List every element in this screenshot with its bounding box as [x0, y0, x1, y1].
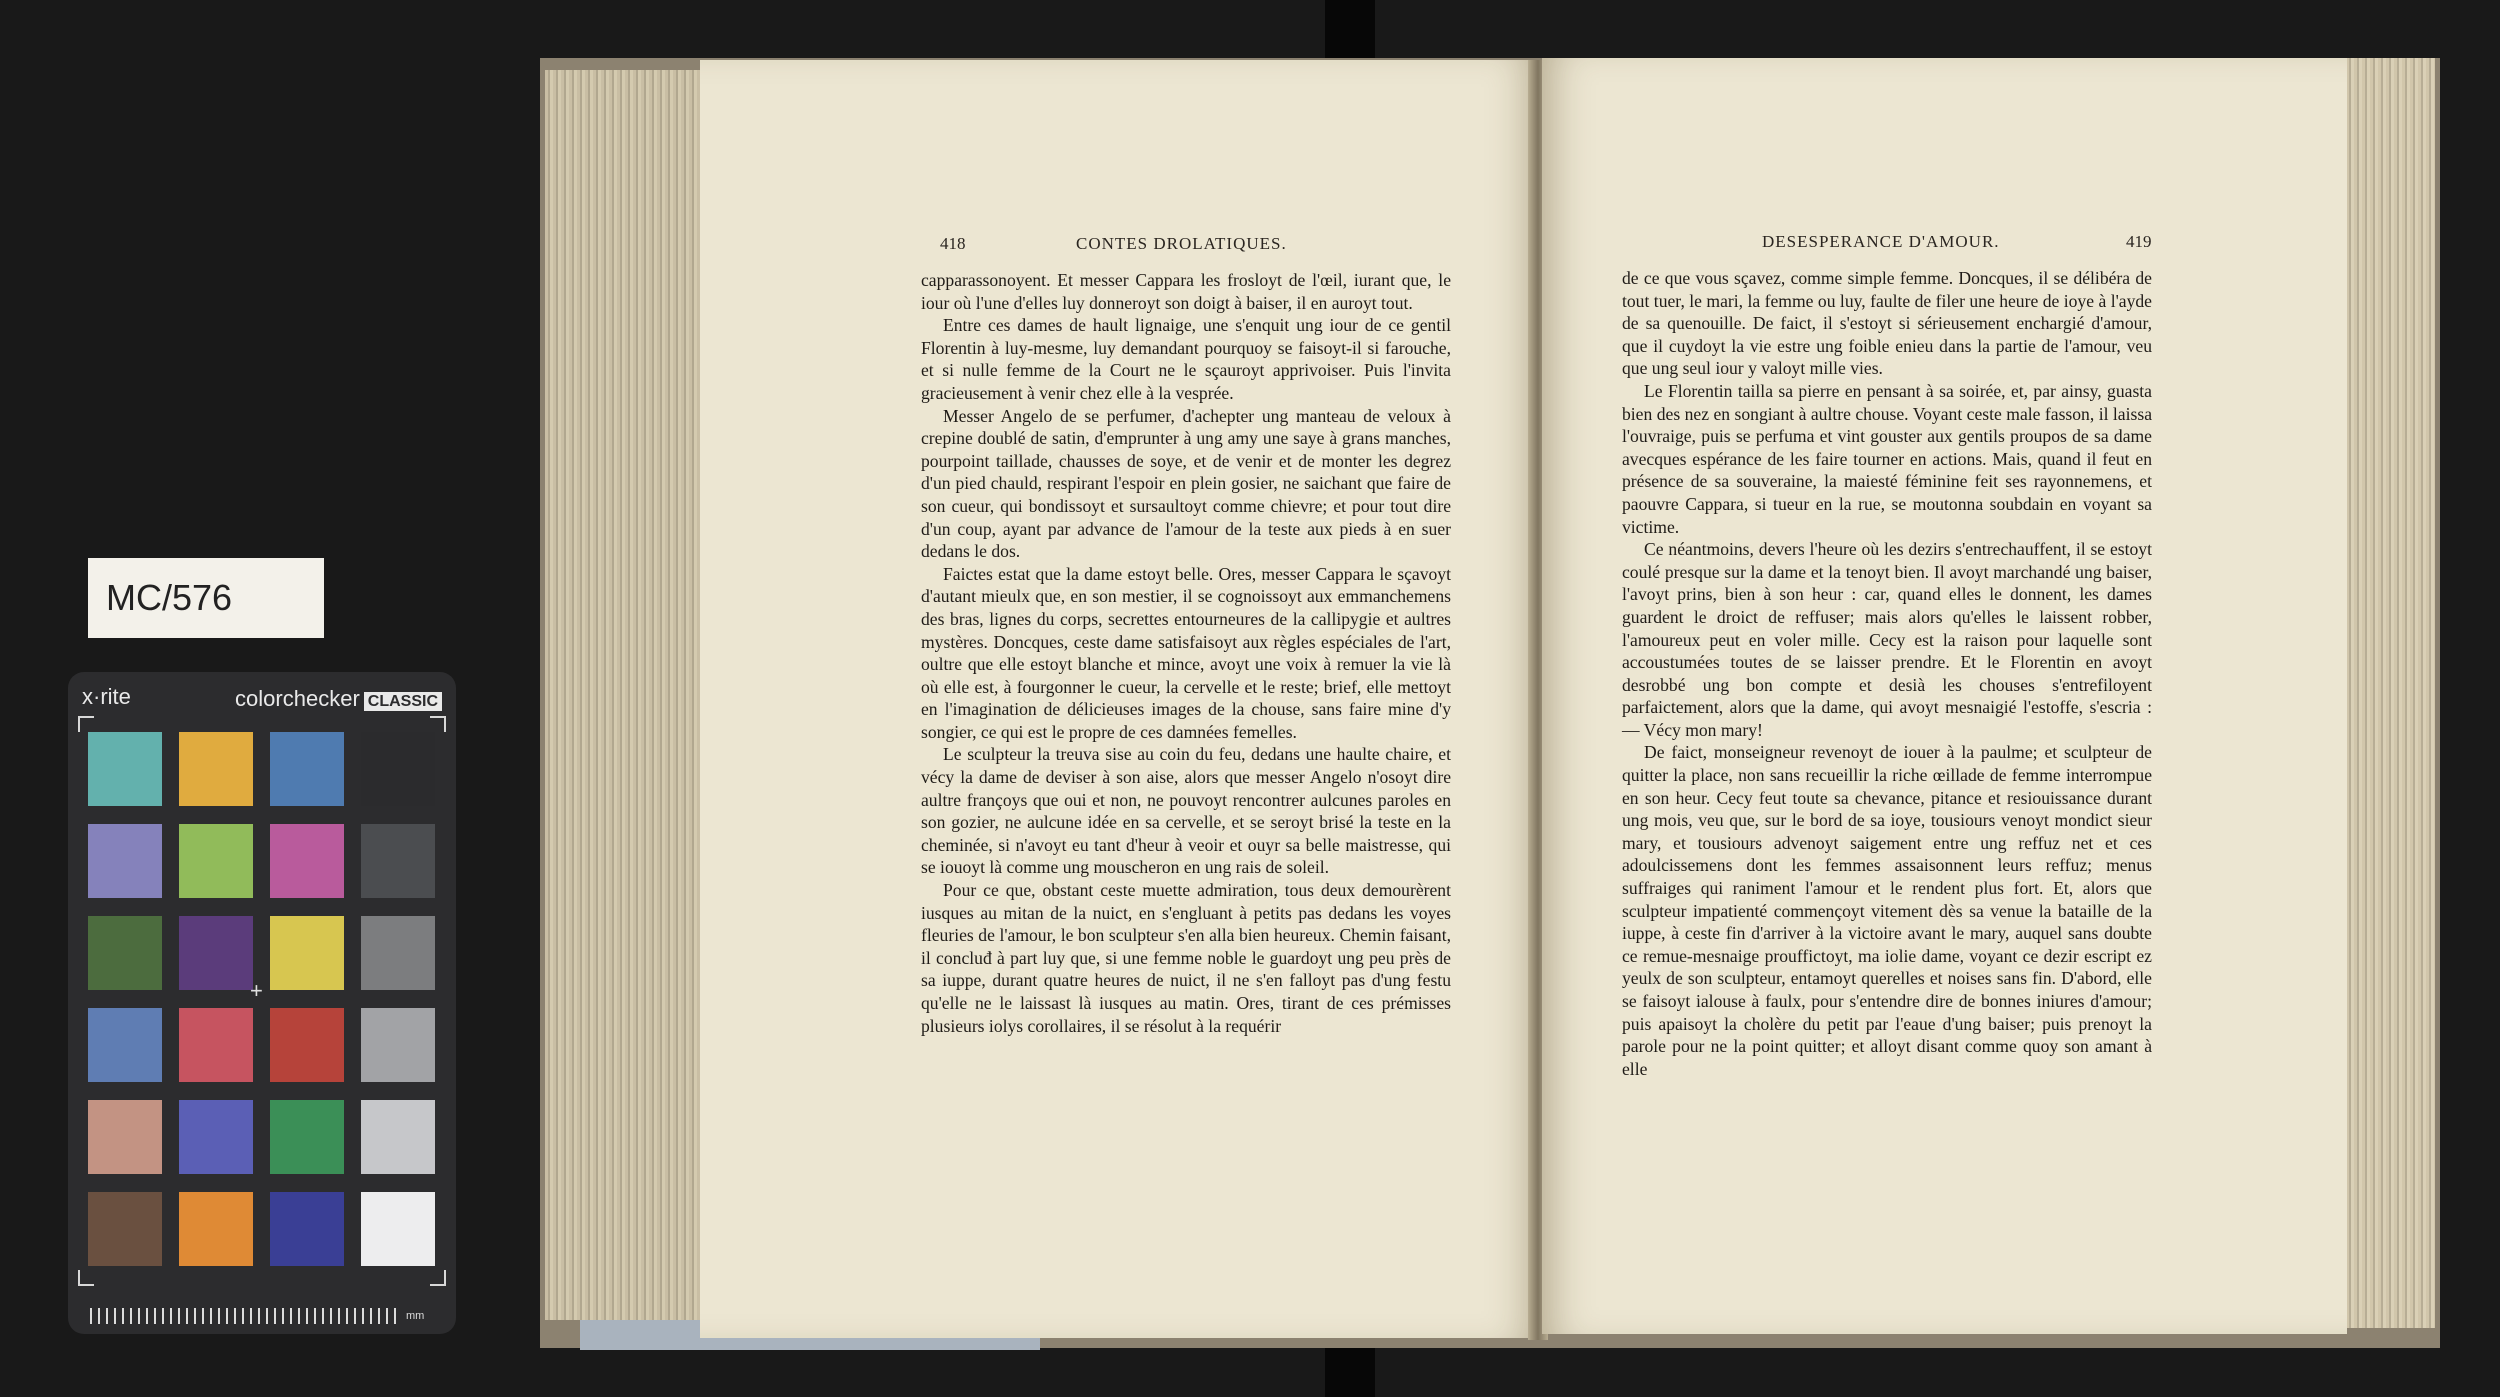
paragraph: de ce que vous sçavez, comme simple femme. Doncques, il se délibéra de tout tuer, le mari, la femme ou luy, faulte de filer une heure de ioye à l'ayde de sa quenouille. De faict, il s'estoyt si sérieusement enchargié d'amour, que il cuydoyt la vie estre ung foible enieu dans la partie de l'amour, veu que ung seul iour y valoyt mille vies. — [1622, 268, 2152, 379]
right-page-text — [1622, 267, 2152, 1080]
color-swatch — [361, 824, 435, 898]
color-swatch — [88, 824, 162, 898]
xrite-logo: x·rite — [82, 684, 131, 709]
paragraph: Messer Angelo de se perfumer, d'achepter ung manteau de veloux à crepine doublé de satin, d'emprunter à ung amy une saye à grans manches, pourpoint taillade, chausses de soye, et de venir et de monter les degrez d'un pied chauld, respirant l'espoir en plein gosier, ne saichant que faire de son cueur, qui bondissoyt et sursaultoyt comme chievre; et pour tout dire d'un coup, ayant par advance de l'amour de la teste aux pieds à en suer dedans le dos. — [921, 405, 1451, 562]
left-page-edges — [545, 70, 710, 1320]
color-swatch — [88, 1100, 162, 1174]
mm-ruler — [90, 1308, 400, 1324]
color-swatch — [270, 732, 344, 806]
paragraph: Ce néantmoins, devers l'heure où les dezirs s'entrechauffent, il se estoyt coulé presque sur la dame et la tenoyt bien. Il avoyt marchandé ung baiser, l'avoyt prins, bien à son heur : car, quand elles le donnent, les dames guardent le droict de reffuser; mais alors qu'elles le laissent robber, l'amoureux peut en voler mille. Cecy est la raison pour laquelle sont accoustumées toutes de se laisser prendre. Et le Florentin en avoyt desrobbé ung bon compte et desià les chouses s'entrefiloyent parfaictement, alors que la dame, qui avoyt mesnaigié l'estoffe, s'escria : — Vécy mon mary! — [1622, 539, 2152, 740]
paragraph: capparassonoyent. Et messer Cappara les frosloyt de l'œil, iurant que, le iour où l'une d'elles luy donneroyt son doigt à baiser, il en auroyt tout. — [921, 270, 1451, 313]
color-swatch — [361, 1192, 435, 1266]
color-swatch — [361, 732, 435, 806]
left-running-head: CONTES DROLATIQUES. — [1076, 234, 1287, 253]
right-running-head: DESESPERANCE D'AMOUR. — [1762, 232, 2000, 251]
color-swatch — [179, 1192, 253, 1266]
checker-title — [235, 686, 442, 712]
color-swatch — [88, 732, 162, 806]
checker-title-text: colorchecker — [235, 686, 360, 711]
color-swatch — [179, 1100, 253, 1174]
checker-classic-badge: CLASSIC — [364, 692, 442, 711]
paragraph: Le Florentin tailla sa pierre en pensant à sa soirée, et, par ainsy, guasta bien des nez en songiant à aultre chouse. Voyant ceste male fasson, il laissa l'ouvraige, puis se perfuma et vint gouster aux gentils proupos de sa dame avecques espérance de les faire tourner en actions. Mais, quand il feut en présence de sa souveraine, la maiesté féminine feit ses rayonnemens, et paouvre Cappara, si tueur en la rue, se moutonna soubdain en voyant sa victime. — [1622, 380, 2152, 537]
accession-label: MC/576 — [88, 558, 324, 638]
top-strip — [1325, 0, 1375, 62]
color-swatch — [88, 1008, 162, 1082]
crop-corner-br — [430, 1270, 446, 1286]
color-swatch — [270, 1100, 344, 1174]
crop-corner-tl — [78, 716, 94, 732]
right-page-number: 419 — [2126, 232, 2152, 251]
color-swatch — [270, 916, 344, 990]
left-page — [700, 60, 1538, 1338]
color-swatch — [179, 824, 253, 898]
color-swatch — [179, 732, 253, 806]
color-swatch — [88, 916, 162, 990]
paragraph: Entre ces dames de hault lignaige, une s'enquit ung iour de ce gentil Florentin à luy-mesme, luy demandant pourquoy se faisoyt-il si farouche, et si nulle femme de la Court ne le sçauroyt apprivoiser. Puis l'invita gracieusement à venir chez elle à la vesprée. — [921, 315, 1451, 403]
left-page-text — [921, 269, 1451, 1037]
paragraph: Pour ce que, obstant ceste muette admiration, tous deux demourèrent iusques au mitan de la nuict, en s'engluant à petits pas dedans les voyes fleuries de l'amour, le bon sculpteur s'en alla bien heureux. Chemin faisant, il concluđ à part luy que, si une femme noble le guardoyt ung peu près de sa iuppe, durant quatre heures de nuict, il ne s'en falloyt pas d'ung festu qu'elle ne le laissast là iusques au matin. Ores, tirant de ces prémisses plusieurs iolys corollaires, il se résolut à la requérir — [921, 880, 1451, 1036]
color-swatch — [270, 1192, 344, 1266]
color-swatch — [361, 916, 435, 990]
paragraph: Faictes estat que la dame estoyt belle. Ores, messer Cappara le sçavoyt d'autant mieulx que, en son mestier, il se cognoissoyt aux emmanchemens des bras, lignes du corps, secrettes entourneures de la callipygie et aultres mystères. Doncques, ceste dame satisfaisoyt aux règles espéciales de l'art, oultre que elle estoyt blanche et mince, avoyt une voix à remuer la vie là où elle est, à fourgonner le cueur, la cervelle et le reste; brief, elle mettoyt en l'imagination de délicieuses images de la chouse, sans faire mine d'y songier, ce qui est le propre de ces damnées femelles. — [921, 563, 1451, 742]
color-swatch — [179, 916, 253, 990]
color-swatch — [361, 1100, 435, 1174]
crop-corner-bl — [78, 1270, 94, 1286]
right-page — [1542, 58, 2347, 1334]
color-swatch — [88, 1192, 162, 1266]
paragraph: De faict, monseigneur revenoyt de iouer à la paulme; et sculpteur de quitter la place, non sans recueillir la riche œillade de femme interrompue en son heur. Cecy feut toute sa chevance, pitance et resiouissance durant ung mois, veu que, sur le bord de sa ioye, tousiours venoyt mondict sieur mary, et tousiours advenoyt saigement entre ung reffuz net et ces adoulcissemens dont les femmes assaisonnent leurs reffuz; menus suffraiges qui raniment l'amour et le rendent plus fort. Et, alors que sculpteur impatienté commençoyt vitement dès sa venue la bataille de la iuppe, à ceste fin d'arriver à la victoire avant le mary, auquel sans doubte ce remue-mesnaige prouffictoyt, ma iolie dame, voyant ce dezir escript ez yeulx de son sculpteur, entamoyt querelles et noises sans fin. D'abord, elle se faisoyt ialouse à faulx, pour s'entendre dire de bonnes iniures d'amour; puis apaisoyt la cholère du petit par l'eaue d'ung baiser; puis prenoyt la parole pour ne la point quitter; et alloyt disant comme quoy son amant à elle — [1622, 742, 2152, 1079]
color-swatch — [270, 1008, 344, 1082]
color-swatch — [270, 824, 344, 898]
crop-corner-tr — [430, 716, 446, 732]
color-swatch — [361, 1008, 435, 1082]
ruler-unit: mm — [406, 1310, 425, 1322]
paragraph: Le sculpteur la treuva sise au coin du feu, dedans une haulte chaire, et vécy la dame de deviser à son aise, alors que messer Angelo n'osoyt dire aultre françoys que oui et non, ne pouvoyt rencontrer aulcunes paroles en son gozier, ne aulcune idée en sa cervelle, et se seroyt brisé la teste en la cheminée, si n'avoyt eu tant d'heur à veoir et ouyr sa belle maistresse, qui se iouoyt là comme ung mouscheron en ung rais de soleil. — [921, 744, 1451, 878]
crosshair-icon: + — [250, 978, 263, 1003]
color-swatch — [179, 1008, 253, 1082]
left-page-number: 418 — [940, 234, 966, 253]
